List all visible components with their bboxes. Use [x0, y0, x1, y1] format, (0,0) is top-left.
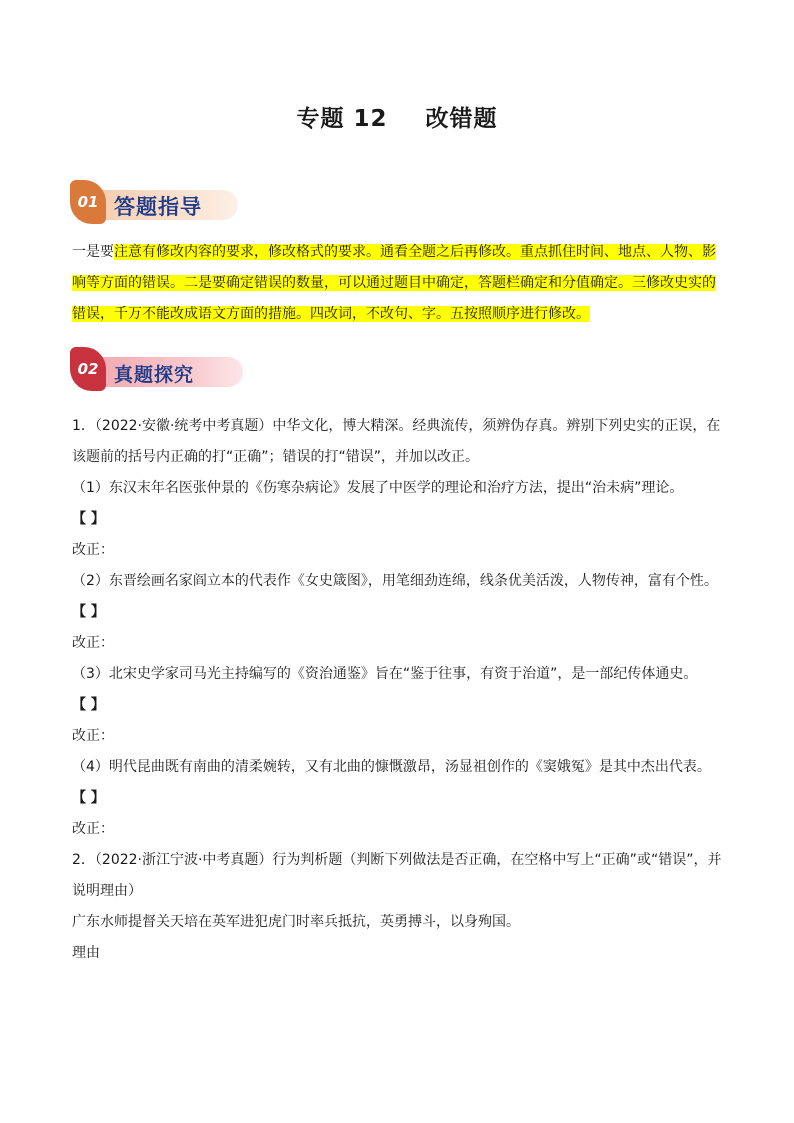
section-heading: 答题指导 — [114, 195, 202, 219]
correction-label: 改正： — [72, 542, 114, 558]
title-text: 改错题 — [425, 106, 498, 132]
question-item: （3）北宋史学家司马光主持编写的《资治通鉴》旨在“鉴于往事，有资于治道”，是一部纪传体通史。 — [72, 666, 698, 682]
correction-label: 改正： — [72, 635, 114, 651]
correction-label: 改正： — [72, 821, 114, 837]
guide-text-start: 一是要 — [72, 244, 114, 260]
question-item: （2）东晋绘画名家阎立本的代表作《女史箴图》，用笔细劲连绵，线条优美活泼，人物传神，富有个性。 — [72, 573, 718, 589]
badge-number: 01 — [70, 180, 106, 224]
question-2-intro: 2．（2022·浙江宁波·中考真题）行为判析题（判断下列做法是否正确，在空格中写上“正确”或“错误”，并说明理由） — [72, 852, 722, 899]
answer-bracket: 【 】 — [72, 604, 105, 620]
question-2-statement: 广东水师提督关天培在英军进犯虎门时率兵抵抗，英勇搏斗，以身殉国。 — [72, 914, 520, 930]
correction-label: 改正： — [72, 728, 114, 744]
question-1-intro: 1．（2022·安徽·统考中考真题）中华文化，博大精深。经典流传，须辨伪存真。辨别下列史实的正误，在该题前的括号内正确的打“正确”；错误的打“错误”，并加以改正。 — [72, 418, 721, 465]
reason-label: 理由 — [72, 945, 100, 961]
guide-paragraph — [72, 237, 724, 330]
guide-text-highlight: 注意有修改内容的要求，修改格式的要求。通看全题之后再修改。重点抓住时间、地点、人物、影响等方面的错误。二是要确定错误的数量，可以通过题目中确定，答题栏确定和分值确定。三修改史实的错误，千万不能改成语文方面的措施。四改词，不改句、字。五按照顺序进行修改。 — [72, 244, 716, 322]
section-heading: 真题探究 — [114, 364, 195, 386]
question-item: （4）明代昆曲既有南曲的清柔婉转，又有北曲的慷慨激昂，汤显祖创作的《窦娥冤》是其中杰出代表。 — [72, 759, 711, 775]
title-number: 专题 12 — [296, 106, 388, 132]
answer-bracket: 【 】 — [72, 790, 105, 806]
page-title — [0, 100, 794, 133]
question-list — [72, 411, 724, 969]
answer-bracket: 【 】 — [72, 511, 105, 527]
question-item: （1）东汉末年名医张仲景的《伤寒杂病论》发展了中医学的理论和治疗方法，提出“治未病”理论。 — [72, 480, 684, 496]
answer-bracket: 【 】 — [72, 697, 105, 713]
badge-number: 02 — [70, 347, 106, 391]
